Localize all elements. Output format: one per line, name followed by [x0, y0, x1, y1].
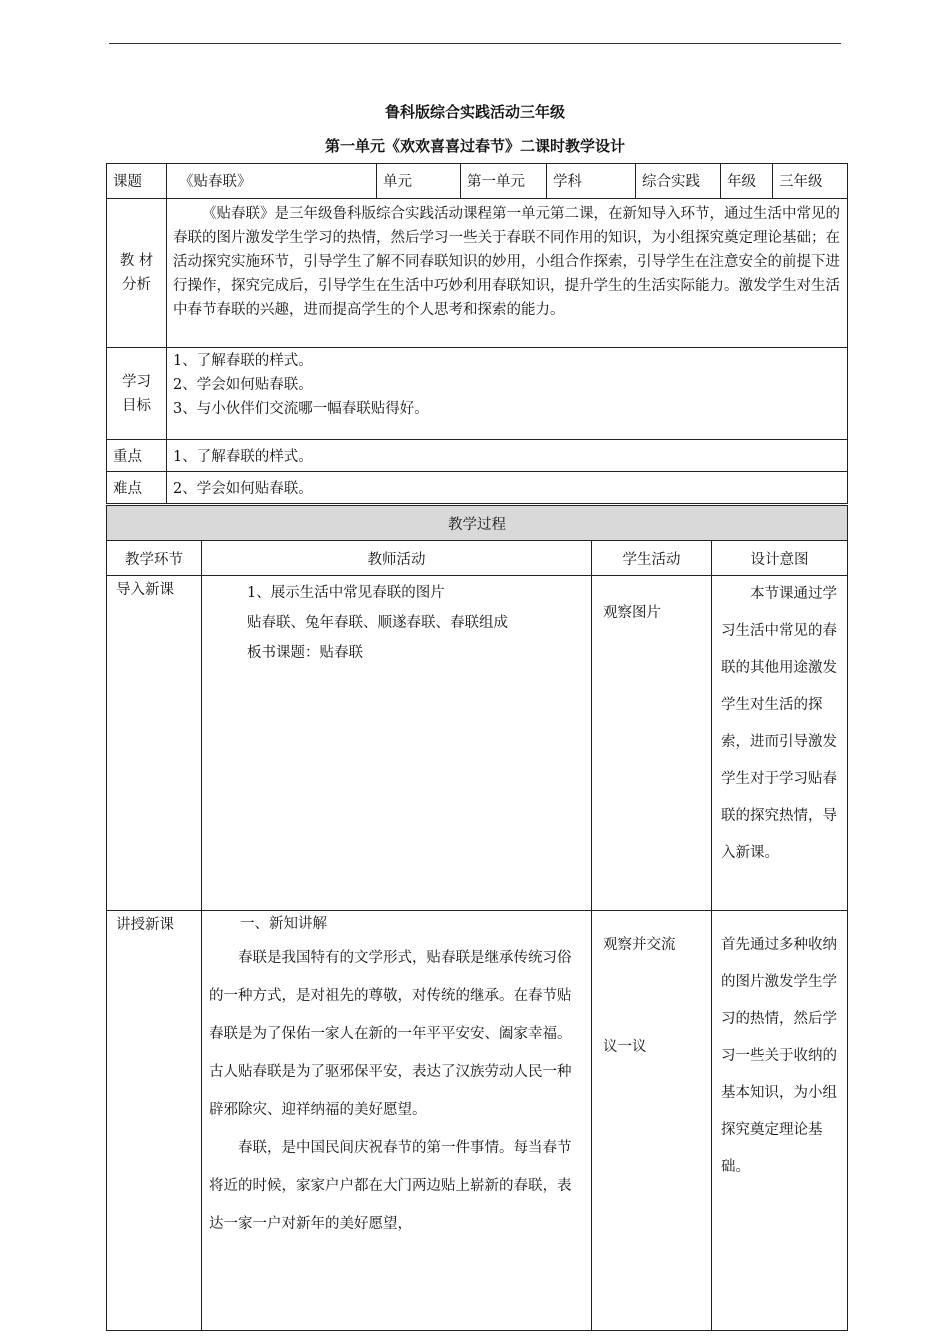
stage-cell: 导入新课 [107, 576, 202, 911]
col-intent: 设计意图 [712, 541, 848, 576]
table-row [107, 911, 848, 1331]
student-cell [592, 911, 712, 1331]
value-subject: 综合实践 [636, 164, 721, 199]
analysis-label [107, 199, 167, 348]
teacher-paragraph: 春联，是中国民间庆祝春节的第一件事情。每当春节将近的时候，家家户户都在大门两边贴上崭新的春联，表达一家一户对新年的美好愿望， [209, 1140, 572, 1232]
label-topic: 课题 [107, 164, 167, 199]
value-unit: 第一单元 [461, 164, 547, 199]
teacher-line: 板书课题：贴春联 [247, 645, 363, 661]
process-table [106, 505, 848, 1331]
student-cell: 观察图片 [592, 576, 712, 911]
difficulty-text: 2、学会如何贴春联。 [167, 472, 848, 504]
header-rule [109, 43, 841, 44]
teacher-cell [202, 576, 592, 911]
value-topic: 《贴春联》 [167, 164, 377, 199]
process-heading: 教学过程 [107, 506, 848, 541]
goal-item: 3、与小伙伴们交流哪一幅春联贴得好。 [173, 401, 429, 417]
student-line: 议一议 [603, 1039, 647, 1055]
label-unit: 单元 [377, 164, 461, 199]
label-subject: 学科 [547, 164, 636, 199]
table-row [107, 576, 848, 911]
key-label: 重点 [107, 440, 167, 472]
goals-label [107, 348, 167, 440]
doc-subtitle: 第一单元《欢欢喜喜过春节》二课时教学设计 [324, 137, 625, 155]
teacher-line: 1、展示生活中常见春联的图片 [247, 585, 445, 601]
value-grade: 三年级 [773, 164, 848, 199]
student-line: 观察并交流 [603, 937, 676, 953]
label-grade: 年级 [721, 164, 773, 199]
col-student: 学生活动 [592, 541, 712, 576]
col-stage: 教学环节 [107, 541, 202, 576]
difficulty-label: 难点 [107, 472, 167, 504]
teacher-line: 贴春联、兔年春联、顺遂春联、春联组成 [247, 615, 508, 631]
intent-cell: 本节课通过学习生活中常见的春联的其他用途激发学生对生活的探索，进而引导激发学生对于学习贴春联的探究热情，导入新课。 [712, 576, 848, 911]
analysis-label-1: 教 材 [119, 253, 154, 269]
goals-label-1: 学习 [122, 373, 151, 390]
info-table [106, 163, 848, 504]
key-text: 1、了解春联的样式。 [167, 440, 848, 472]
col-teacher: 教师活动 [202, 541, 592, 576]
goals-list [167, 348, 848, 440]
doc-title: 鲁科版综合实践活动三年级 [384, 103, 565, 121]
stage-cell: 讲授新课 [107, 911, 202, 1331]
teacher-heading: 一、新知讲解 [240, 916, 327, 932]
teacher-paragraph: 春联是我国特有的文学形式，贴春联是继承传统习俗的一种方式，是对祖先的尊敬，对传统的继承。在春节贴春联是为了保佑一家人在新的一年平平安安、阖家幸福。古人贴春联是为了驱邪保平安，表达了汉族劳动人民一种辟邪除灾、迎祥纳福的美好愿望。 [209, 950, 572, 1118]
intent-cell: 首先通过多种收纳的图片激发学生学习的热情，然后学习一些关于收纳的基本知识，为小组探究奠定理论基础。 [712, 911, 848, 1331]
goal-item: 2、学会如何贴春联。 [173, 377, 313, 393]
goal-item: 1、了解春联的样式。 [173, 353, 313, 369]
analysis-label-2: 分析 [122, 277, 151, 293]
analysis-text: 《贴春联》是三年级鲁科版综合实践活动课程第一单元第二课，在新知导入环节，通过生活中常见的春联的图片激发学生学习的热情，然后学习一些关于春联不同作用的知识，为小组探究奠定理论基础；在活动探究实施环节，引导学生了解不同春联知识的妙用，小组合作探索，引导学生在注意安全的前提下进行操作，探究完成后，引导学生在生活中巧妙利用春联知识，提升学生的生活实际能力。激发学生对生活中春节春联的兴趣，进而提高学生的个人思考和探索的能力。 [167, 199, 848, 348]
goals-label-2: 目标 [122, 397, 151, 414]
teacher-cell [202, 911, 592, 1331]
